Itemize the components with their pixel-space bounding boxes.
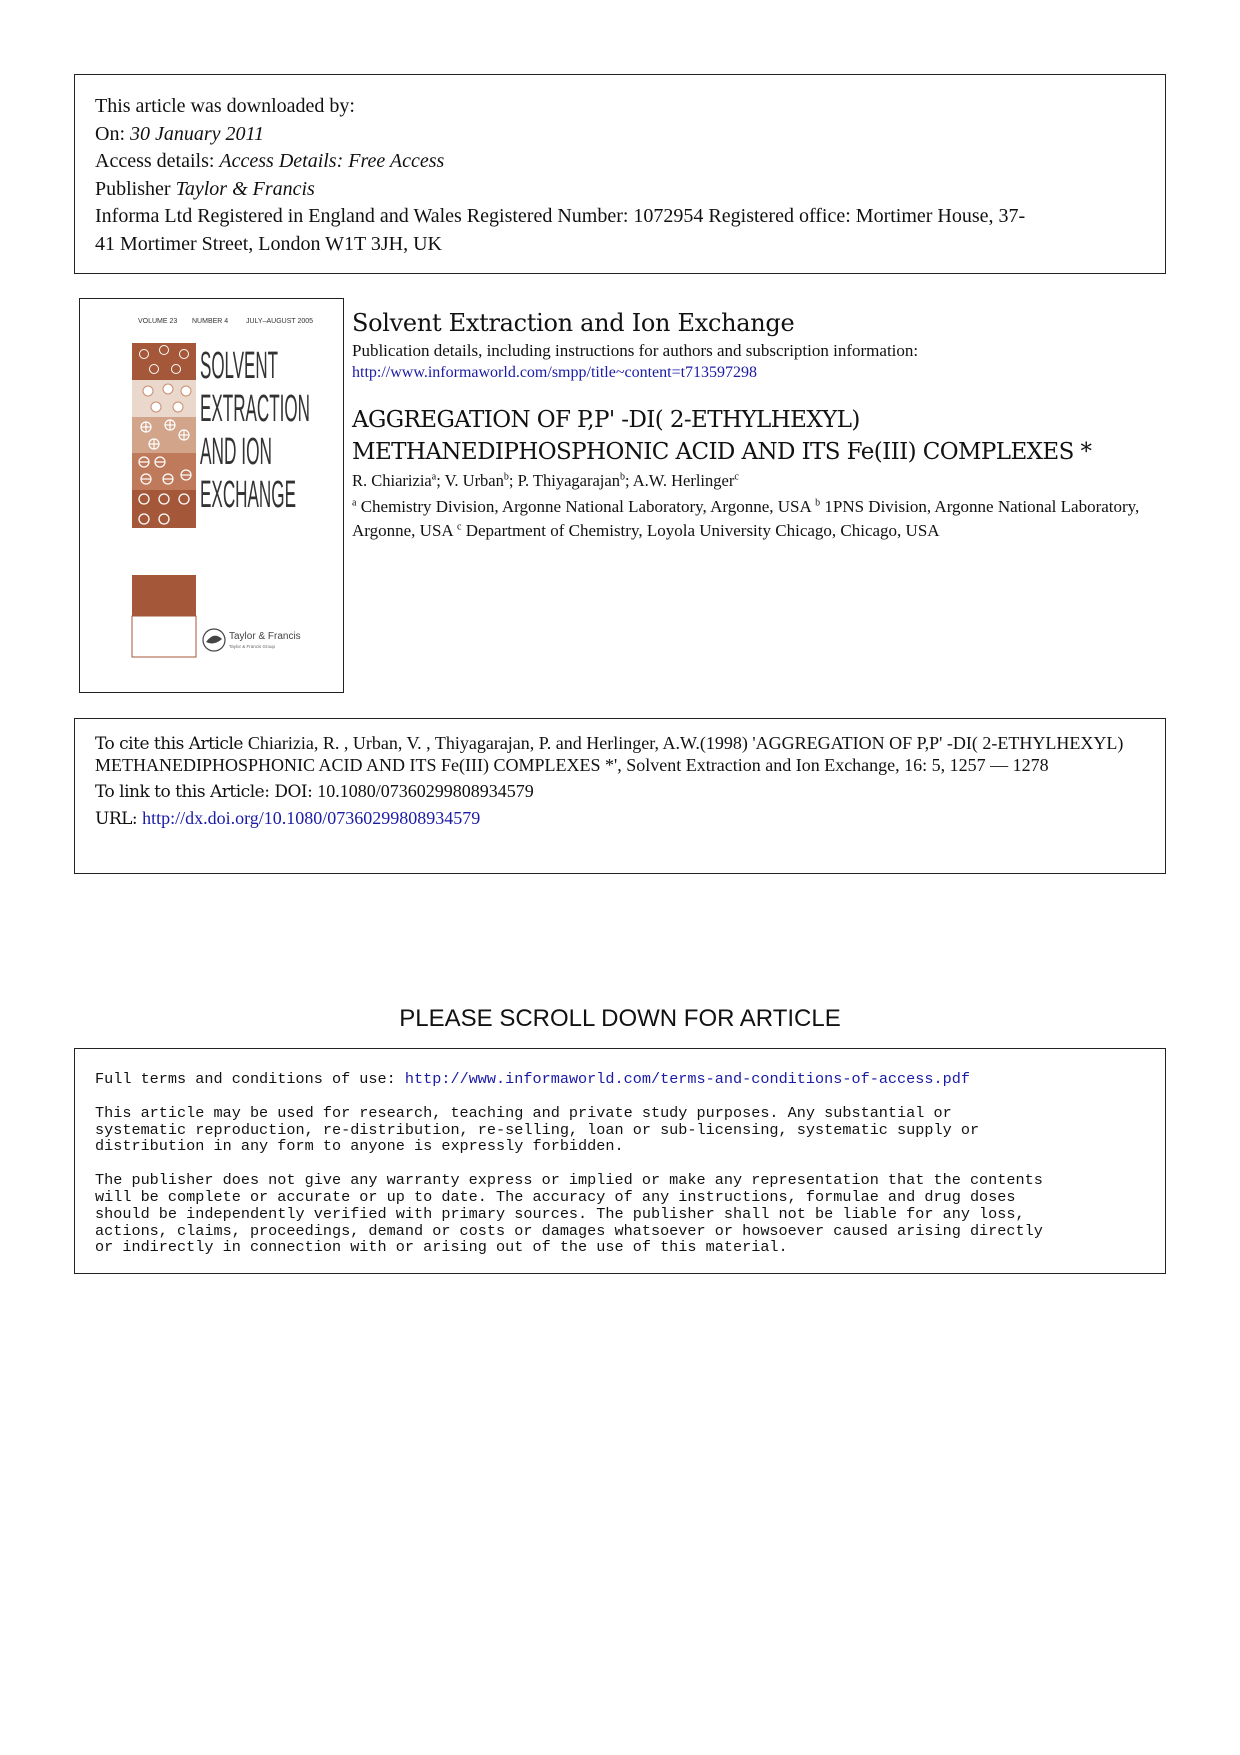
publisher-line	[95, 176, 1145, 204]
cover-title	[200, 345, 310, 516]
cover-title-line-3: AND ION	[200, 431, 272, 473]
affiliation-b: 1PNS Division, Argonne National Laboratory, Argonne, USA	[352, 497, 1140, 540]
url-row	[95, 808, 1145, 830]
access-details-line	[95, 148, 1145, 176]
cover-title-line-4: EXCHANGE	[200, 474, 296, 516]
cover-publisher-sub: Taylor & Francis Group	[229, 644, 276, 649]
article-title	[352, 404, 1172, 468]
cover-title-line-2: EXTRACTION	[200, 388, 310, 430]
terms-box	[74, 1048, 1166, 1274]
doi-value: 10.1080/07360299808934579	[317, 781, 534, 801]
journal-cover-graphic	[80, 299, 342, 691]
doi-label: To link to this Article: DOI:	[95, 782, 318, 802]
download-info-box	[74, 74, 1166, 274]
author-separator: ;	[624, 471, 633, 490]
terms-url-link[interactable]: http://www.informaworld.com/terms-and-conditions-of-access.pdf	[404, 1070, 970, 1088]
doi-url-link[interactable]: http://dx.doi.org/10.1080/07360299808934579	[142, 808, 481, 828]
journal-cover-image	[79, 298, 344, 693]
downloaded-by-text: This article was downloaded by:	[95, 95, 355, 117]
cite-text: Chiarizia, R. , Urban, V. , Thiyagarajan, P. and Herlinger, A.W.(1998) 'AGGREGATION OF P,P' -DI( 2-ETHYLHEXYL) METHANEDIPHOSPHONIC ACID AND ITS Fe(III) COMPLEXES *', Solvent Extraction and Ion Exchange, 16: 5, 1257 — 1278	[95, 733, 1124, 775]
cite-row	[95, 733, 1145, 776]
download-date-label: On:	[95, 122, 130, 145]
cover-publisher: Taylor & Francis	[229, 631, 301, 642]
cover-volume: VOLUME 23	[138, 318, 178, 325]
affiliation-c: Department of Chemistry, Loyola University Chicago, Chicago, USA	[461, 520, 940, 540]
terms-label: Full terms and conditions of use:	[95, 1070, 405, 1088]
affiliation-c-marker: c	[457, 520, 462, 532]
author-affiliation-marker: b	[503, 471, 509, 483]
author-affiliation-marker: a	[431, 471, 437, 483]
terms-link-line	[95, 1071, 1145, 1088]
access-details-value: Access Details: Free Access	[219, 150, 445, 172]
author-name: R. Chiarizia	[352, 471, 432, 490]
publication-details-text: Publication details, including instructions for authors and subscription information:	[352, 341, 919, 360]
terms-paragraph-2: The publisher does not give any warranty express or implied or make any representation that the contents will be complete or accurate or up to date. The accuracy of any instructions, formulae and drug doses should be independently verified with primary sources. The publisher shall not be liable for any loss, actions, claims, proceedings, demand or costs or damages whatsoever or howsoever caused arising directly or indirectly in connection with or arising out of the use of this material.	[95, 1171, 1043, 1257]
cover-band-5	[132, 490, 196, 528]
access-details-label: Access details:	[95, 150, 220, 172]
author-affiliation-marker: c	[734, 471, 739, 483]
article-metadata	[352, 308, 1172, 542]
author-separator: ;	[436, 471, 445, 490]
affiliation-b-marker: b	[815, 497, 821, 509]
doi-row	[95, 781, 1145, 803]
cover-date: JULY–AUGUST 2005	[246, 318, 314, 325]
registration-line-2: 41 Mortimer Street, London W1T 3JH, UK	[95, 232, 443, 255]
author-affiliation-marker: b	[619, 471, 625, 483]
scroll-down-message: PLEASE SCROLL DOWN FOR ARTICLE	[399, 1005, 841, 1032]
publisher-label: Publisher	[95, 177, 176, 200]
citation-box	[74, 718, 1166, 874]
affiliation-a: Chemistry Division, Argonne National Laboratory, Argonne, USA	[356, 497, 816, 516]
article-title-line-1: AGGREGATION OF P,P' -DI( 2-ETHYLHEXYL)	[352, 407, 860, 433]
download-date-value: 30 January 2011	[130, 122, 265, 145]
author-separator: ;	[508, 471, 518, 490]
cover-lower-block	[132, 575, 196, 616]
author-name: P. Thiyagarajan	[517, 471, 620, 490]
author-name: A.W. Herlinger	[632, 471, 735, 490]
download-date-line	[95, 121, 1145, 149]
registration-line-1: Informa Ltd Registered in England and Wales Registered Number: 1072954 Registered office: Mortimer House, 37-	[95, 205, 1026, 227]
cite-label: To cite this Article	[95, 734, 248, 754]
affiliations	[352, 495, 1172, 542]
cover-title-line-1: SOLVENT	[200, 345, 278, 387]
author-name: V. Urban	[444, 471, 504, 490]
journal-title: Solvent Extraction and Ion Exchange	[352, 309, 795, 337]
url-label: URL:	[95, 809, 143, 829]
journal-url-link[interactable]: http://www.informaworld.com/smpp/title~content=t713597298	[352, 364, 758, 381]
terms-paragraph-1: This article may be used for research, teaching and private study purposes. Any substantial or systematic reproduction, re-distribution, re-selling, loan or sub-licensing, systematic supply or distribution in any form to anyone is expressly forbidden.	[95, 1103, 980, 1156]
taylor-francis-logo	[203, 629, 301, 651]
article-title-line-2: METHANEDIPHOSPHONIC ACID AND ITS Fe(III) COMPLEXES *	[352, 439, 1092, 465]
cover-number: NUMBER 4	[192, 318, 229, 325]
affiliation-a-marker: a	[352, 497, 357, 509]
cover-lower-block-outline	[132, 616, 196, 657]
publisher-value: Taylor & Francis	[175, 177, 315, 200]
author-list	[352, 470, 1172, 492]
